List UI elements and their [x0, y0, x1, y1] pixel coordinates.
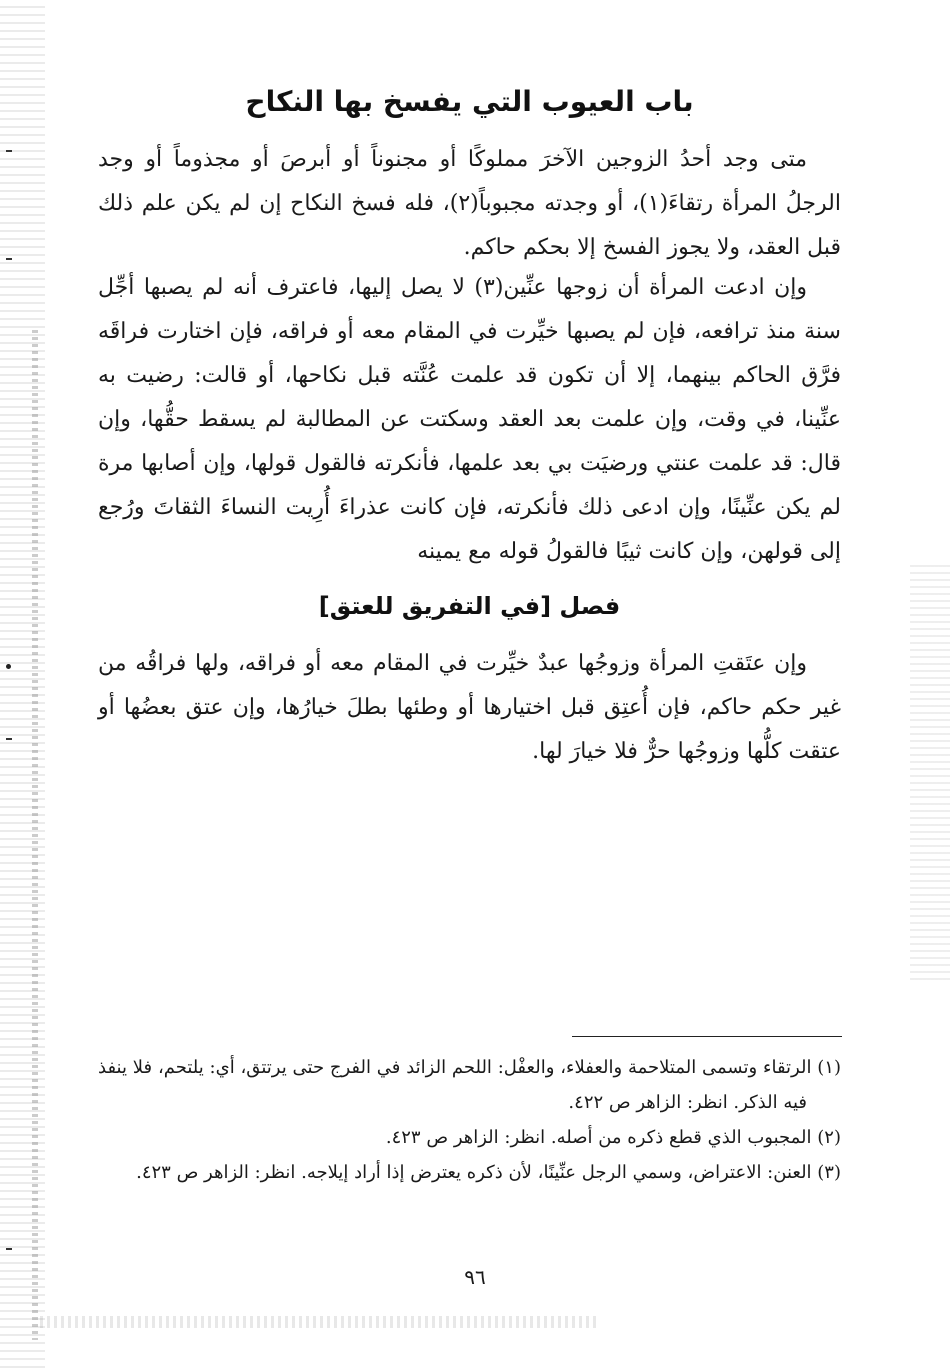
- scan-edge-left: [0, 0, 45, 1368]
- footnote-3: (٣) العنن: الاعتراض، وسمي الرجل عنِّينًا، لأن ذكره يعترض إذا أراد إيلاجه. انظر: الزاهر ص ٤٢٣.: [136, 1162, 841, 1183]
- scan-binding-marks: [32, 330, 38, 1340]
- scan-edge-right: [910, 560, 950, 980]
- body-paragraph: [98, 138, 841, 270]
- footnote-2: (٢) المجبوب الذي قطع ذكره من أصله. انظر: الزاهر ص ٤٢٣.: [385, 1127, 841, 1148]
- section-title: فصل [في التفريق للعتق]: [318, 592, 621, 620]
- chapter-title: باب العيوب التي يفسخ بها النكاح: [245, 85, 694, 118]
- footnote-1: (١) الرتقاء وتسمى المتلاحمة والعفلاء، والعفْل: اللحم الزائد في الفرج حتى يرتتق، أي: يلتحم، فلا ينفذ فيه الذكر. انظر: الزاهر ص ٤٢٢.: [98, 1057, 841, 1113]
- body-paragraph: [98, 266, 841, 574]
- scan-mark: [6, 738, 12, 740]
- scan-mark: [6, 150, 12, 152]
- footnote-divider: [572, 1036, 842, 1037]
- scan-mark: [6, 258, 12, 260]
- scan-mark: [6, 664, 11, 669]
- footnotes: [98, 1050, 841, 1190]
- scan-edge-bottom: [40, 1316, 600, 1328]
- scan-mark: [6, 1248, 12, 1250]
- page-number: ٩٦: [464, 1265, 486, 1289]
- paragraph-text: وإن عتَقتِ المرأة وزوجُها عبدٌ خيِّرت في المقام معه أو فراقه، ولها فراقُه من غير حكم حاكم، فإن أُعتِق قبل اختيارها أو وطئها بطلَ خيارُها، وإن عتق بعضُها أو عتقت كلُّها وزوجُها حرٌّ فلا خيارَ لها.: [98, 651, 841, 764]
- body-paragraph: [98, 642, 841, 774]
- paragraph-text: وإن ادعت المرأة أن زوجها عنِّين(٣) لا يصل إليها، فاعترف أنه لم يصبها أجِّل سنة منذ ترافعه، فإن لم يصبها خيِّرت في المقام معه أو فراقه، فإن اختارت فراقَه فرَّق الحاكم بينهما، إلا أن تكون قد علمت عُنَّته قبل نكاحها، أو قالت: رضيت به عنِّينا، في وقت، وإن علمت بعد العقد وسكتت عن المطالبة لم يسقط حقُّها، وإن قال: قد علمت عنتي ورضيَت بي بعد علمها، فأنكرته فالقول قولها، وإن أصابها مرة لم يكن عنِّينًا، وإن ادعى ذلك فأنكرته، فإن كانت عذراءَ أُرِيت النساءَ الثقاتَ ورُجع إلى قولهن، وإن كانت ثيبًا فالقولُ قوله مع يمينه: [98, 275, 841, 564]
- paragraph-text: متى وجد أحدُ الزوجين الآخرَ مملوكًا أو مجنوناً أو أبرصَ أو مجذوماً أو وجد الرجلُ المرأة رتقاءَ(١)، أو وجدته مجبوباً(٢)، فله فسخ النكاح إن لم يكن علم ذلك قبل العقد، ولا يجوز الفسخ إلا بحكم حاكم.: [98, 147, 841, 260]
